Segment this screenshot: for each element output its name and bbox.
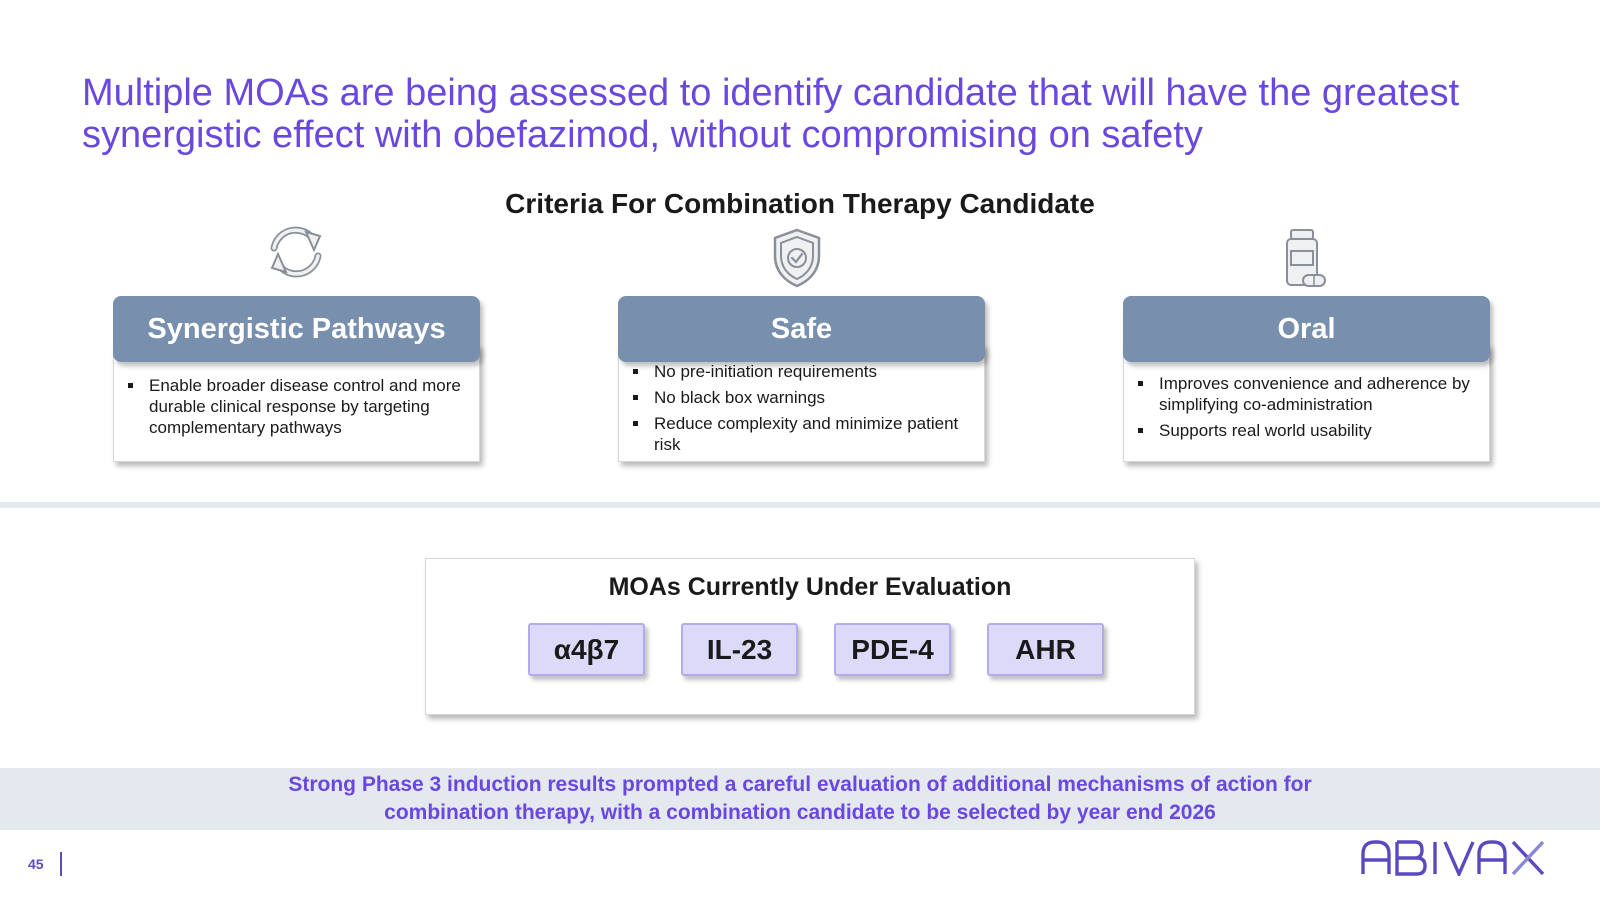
shield-check-icon	[757, 222, 837, 294]
bullet-item: No pre-initiation requirements	[631, 361, 974, 382]
bullet-item: Enable broader disease control and more durable clinical response by targeting complementary pathways	[126, 375, 469, 438]
card-heading: Synergistic Pathways	[113, 296, 480, 362]
sync-arrows-icon	[256, 216, 336, 288]
moa-title: MOAs Currently Under Evaluation	[608, 573, 1012, 601]
moa-pill-a4b7: α4β7	[528, 623, 645, 676]
slide-title-line-2: synergistic effect with obefazimod, without compromising on safety	[82, 114, 1203, 156]
card-heading: Safe	[618, 296, 985, 362]
banner-line-1: Strong Phase 3 induction results prompted a careful evaluation of additional mechanisms of action for	[288, 773, 1312, 796]
moa-pill-ahr: AHR	[987, 623, 1104, 676]
bullet-list	[126, 375, 469, 443]
bullet-item: Reduce complexity and minimize patient risk	[631, 413, 974, 455]
bullet-item: Supports real world usability	[1136, 420, 1479, 441]
section-divider	[0, 502, 1600, 508]
card-safe	[618, 296, 985, 466]
pill-bottle-icon	[1265, 224, 1345, 296]
slide-title-line-1: Multiple MOAs are being assessed to identify candidate that will have the greatest	[82, 72, 1460, 114]
moa-pill-row	[528, 623, 1104, 676]
bullet-item: No black box warnings	[631, 387, 974, 408]
moa-panel	[425, 558, 1195, 715]
conclusion-banner	[0, 768, 1600, 830]
criteria-title: Criteria For Combination Therapy Candidate	[505, 188, 1095, 219]
page-number: 45	[28, 856, 44, 872]
bullet-item: Improves convenience and adherence by simplifying co-administration	[1136, 373, 1479, 415]
abivax-logo	[1361, 840, 1545, 876]
moa-pill-pde4: PDE-4	[834, 623, 951, 676]
bullet-list	[1136, 373, 1479, 446]
bullet-list	[631, 361, 974, 460]
card-oral	[1123, 296, 1490, 466]
card-heading: Oral	[1123, 296, 1490, 362]
page-number-divider	[60, 852, 62, 876]
moa-pill-il23: IL-23	[681, 623, 798, 676]
card-synergistic-pathways	[113, 296, 480, 466]
banner-line-2: combination therapy, with a combination candidate to be selected by year end 2026	[384, 801, 1216, 824]
slide-title	[82, 72, 1542, 156]
